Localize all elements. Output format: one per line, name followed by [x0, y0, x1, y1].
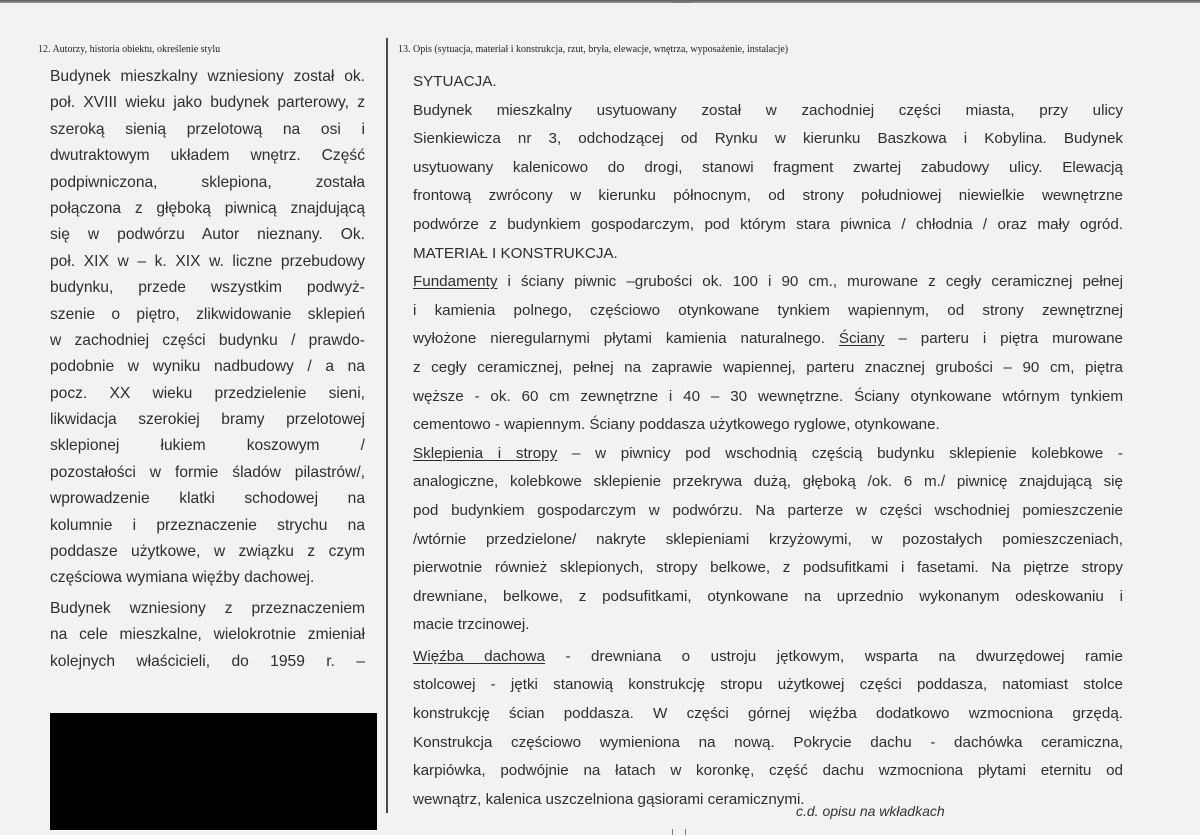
situation-heading: SYTUACJA.: [413, 73, 497, 90]
continuation-note: c.d. opisu na wkładkach: [796, 803, 945, 819]
history-line: Budynek wzniesiony z przeznaczeniem: [50, 599, 365, 617]
history-line: połączona z głęboką piwnicą znajdującą: [50, 199, 365, 217]
history-line: kolumnie i przeznaczenie strychu na: [50, 516, 365, 534]
history-line: szeroką sienią przelotową na osi i: [50, 120, 365, 138]
history-line: pozostałości w formie śladów pilastrów/,: [50, 463, 365, 481]
history-line: się w podwórzu Autor nieznany. Ok.: [50, 226, 365, 244]
walls-label: Ściany: [838, 330, 885, 348]
redaction-block: [50, 713, 377, 830]
vaults-line: analogiczne, kolebkowe sklepienie przekrywa dużą, głęboką /ok. 6 m./ piwnicę znajdującą się: [413, 473, 1123, 491]
top-mark: [672, 2, 692, 3]
description-text: [413, 68, 1123, 814]
situation-line: Budynek mieszkalny usytuowany został w zachodniej części miasta, przy ulicy: [413, 101, 1123, 119]
situation-line: podwórze z budynkiem gospodarczym, pod którym stara piwnica / chłodnia / oraz mały ogród.: [413, 215, 1123, 233]
history-line: poddasze użytkowe, w związku z czym: [50, 543, 365, 561]
vaults-line: pierwotnie również sklepionych, stropy belkowe, z podsufitkami i fasetami. Na piętrze stropy: [413, 559, 1123, 577]
vaults-label: Sklepienia i stropy: [413, 444, 558, 462]
roof-line: karpiówka, podwójnie na łatach w koronkę, część dachu wzmocniona płytami eternitu od: [413, 762, 1123, 780]
field-13-header: 13. Opis (sytuacja, materiał i konstrukcja, rzut, bryła, elewacje, wnętrza, wyposażenie, instalacje): [398, 44, 789, 55]
history-line: kolejnych właścicieli, do 1959 r. –: [50, 652, 365, 670]
situation-line: Sienkiewicza nr 3, odchodzącej od Rynku w kierunku Baszkowa i Kobylina. Budynek: [413, 130, 1123, 148]
history-line: podobnie w wyniku nadbudowy / a na: [50, 358, 365, 376]
vaults-line: pod budynkiem gospodarczym w podwórzu. Na parterze w części wschodniej pomieszczenie: [413, 501, 1123, 519]
history-line: częściowa wymiana więźby dachowej.: [50, 569, 315, 587]
history-line: na cele mieszkalne, wielokrotnie zmieniał: [50, 626, 365, 644]
roof-line: Więźba dachowa - drewniana o ustroju jętkowym, wsparta na dwurzędowej ramie: [413, 647, 1123, 665]
foundations-line: Fundamenty i ściany piwnic –grubości ok. 100 i 90 cm., murowane z cegły ceramicznej pełnej: [413, 273, 1123, 291]
vaults-line: Sklepienia i stropy – w piwnicy pod wschodnią częścią budynku sklepienie kolebkowe -: [413, 444, 1123, 462]
history-line: budynku, przede wszystkim podwyż-: [50, 279, 365, 297]
foundations-label: Fundamenty: [413, 273, 498, 291]
field-12-header: 12. Autorzy, historia obiektu, określenie stylu: [38, 44, 221, 55]
history-line: likwidacja szerokiej bramy przelotowej: [50, 411, 365, 429]
bottom-mark: [672, 829, 686, 835]
roof-label: Więźba dachowa: [413, 647, 545, 665]
history-line: sklepionej łukiem koszowym /: [50, 437, 365, 455]
vaults-line: drewniane, belkowe, z podsufitkami, otynkowane na uprzednio wykonanym odeskowaniu i: [413, 587, 1123, 605]
vaults-line: macie trzcinowej.: [413, 616, 530, 634]
column-divider: [386, 38, 388, 813]
history-text: [50, 64, 365, 675]
history-line: poł. XVIII wieku jako budynek parterowy, z: [50, 94, 365, 112]
history-line: poł. XIX w – k. XIX w. liczne przebudowy: [50, 252, 365, 270]
walls-line: węższe - ok. 60 cm zewnętrzne i 40 – 30 wewnętrzne. Ściany otynkowane wtórnym tynkiem: [413, 387, 1123, 405]
history-line: wprowadzenie klatki schodowej na: [50, 490, 365, 508]
history-line: podpiwniczona, sklepiona, została: [50, 173, 365, 191]
history-line: w zachodniej części budynku / prawdo-: [50, 331, 365, 349]
history-line: Budynek mieszkalny wzniesiony został ok.: [50, 68, 365, 85]
foundations-line: wyłożone nieregularnymi płytami kamienia naturalnego. Ściany – parteru i piętra murowane: [413, 330, 1123, 348]
situation-line: usytuowany kalenicowo do drogi, stanowi fragment zwartej zabudowy ulicy. Elewacją: [413, 158, 1123, 176]
history-line: szenie o piętro, zlikwidowanie sklepień: [50, 305, 365, 323]
roof-line: konstrukcję ścian poddasza. W części górnej więźba dodatkowo wzmocniona grzędą.: [413, 705, 1123, 723]
material-heading: MATERIAŁ I KONSTRUKCJA.: [413, 244, 618, 262]
top-border: [0, 0, 1200, 3]
foundations-line: i kamienia polnego, częściowo otynkowane tynkiem wapiennym, od strony zewnętrznej: [413, 301, 1123, 319]
roof-line: Konstrukcja częściowo wymieniona na nową. Pokrycie dachu - dachówka ceramiczna,: [413, 733, 1123, 751]
roof-line: stolcowej - jętki stanowią konstrukcję stropu użytkowej części poddasza, natomiast stolce: [413, 676, 1123, 694]
situation-line: frontową zwrócony w kierunku północnym, od strony południowej niewielkie wewnętrzne: [413, 187, 1123, 205]
vaults-line: /wtórnie przedzielone/ nakryte sklepieniami krzyżowymi, w pozostałych pomieszczeniach,: [413, 530, 1123, 548]
walls-line: z cegły ceramicznej, pełnej na zaprawie wapiennej, parteru znacznej grubości – 90 cm, piętra: [413, 358, 1123, 376]
history-line: pocz. XX wieku przedzielenie sieni,: [50, 384, 365, 402]
roof-line: wewnątrz, kalenica uszczelniona gąsiorami ceramicznymi.: [413, 790, 805, 808]
history-line: dwutraktowym układem wnętrz. Część: [50, 147, 365, 165]
walls-line: cementowo - wapiennym. Ściany poddasza użytkowego ryglowe, otynkowane.: [413, 416, 940, 434]
